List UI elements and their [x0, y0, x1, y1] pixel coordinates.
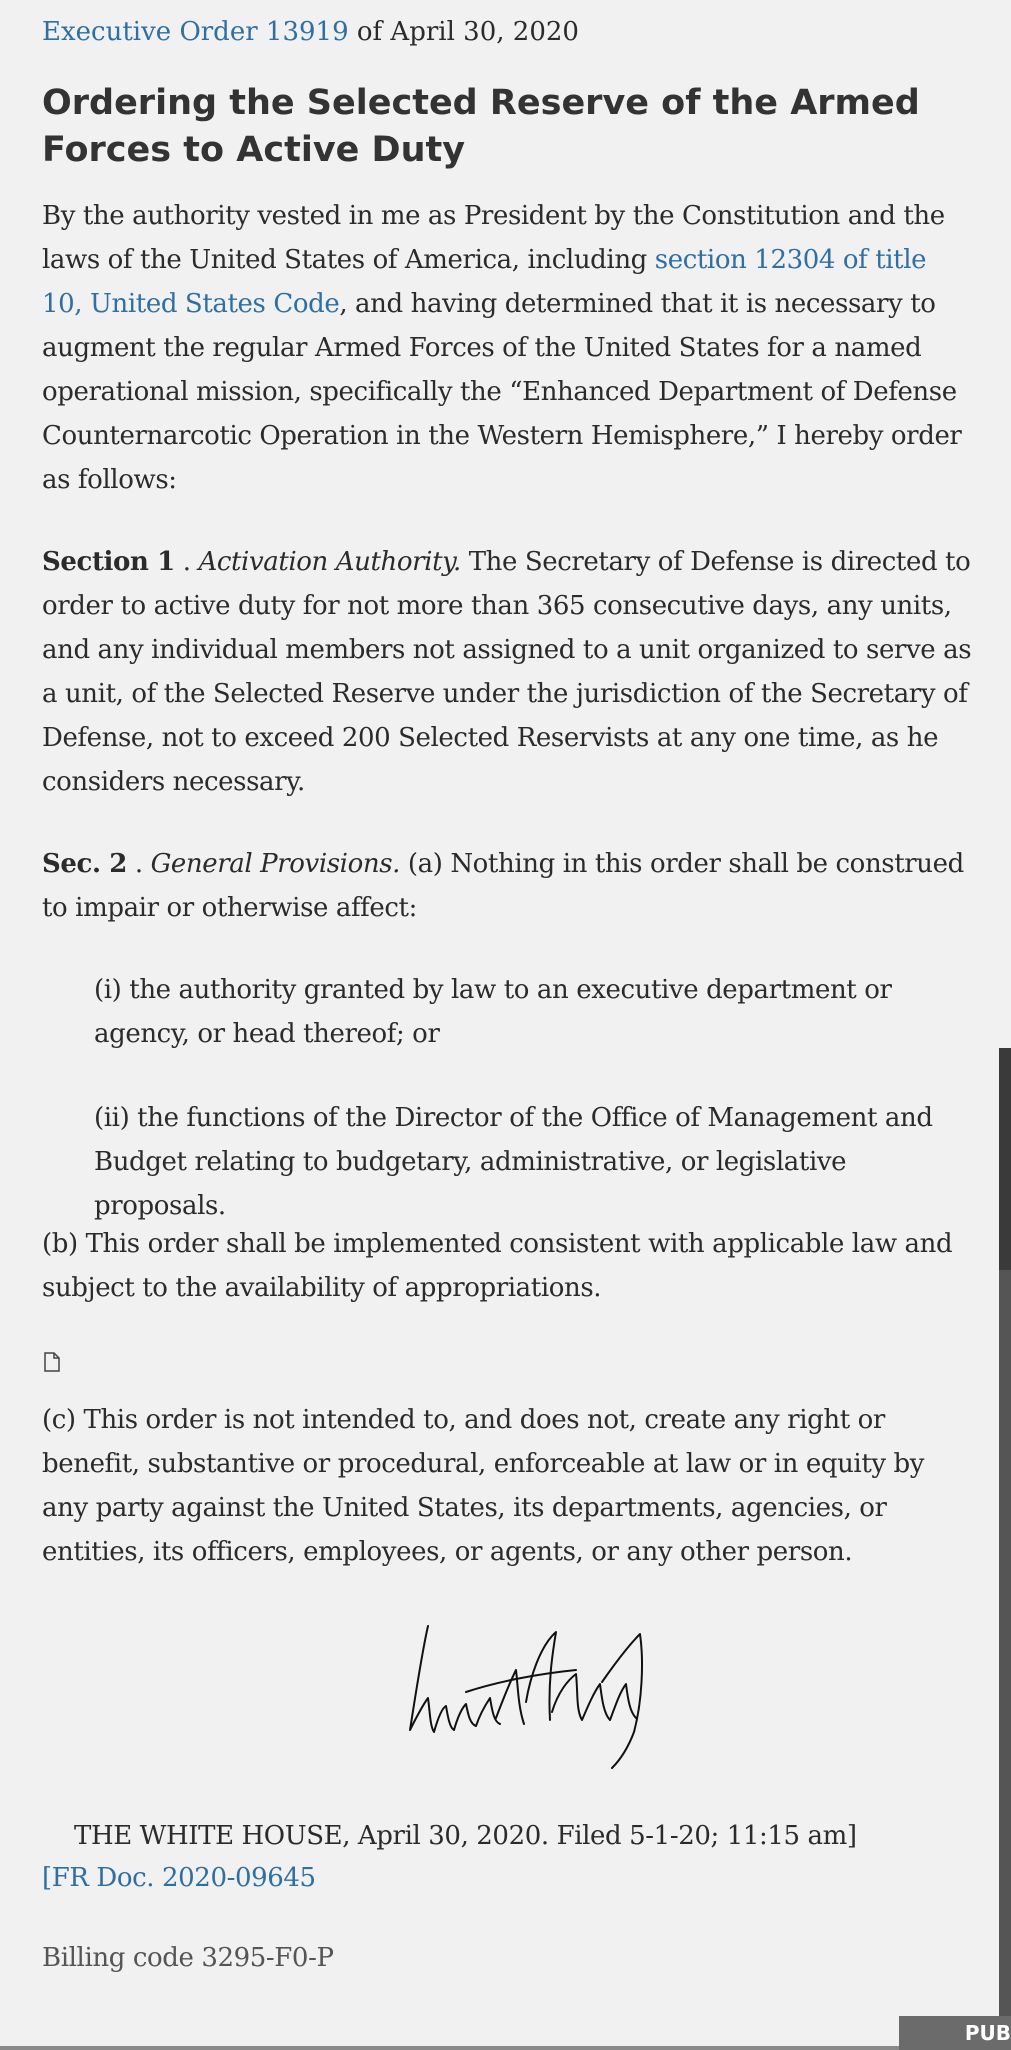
fr-doc-bracket: [	[42, 1863, 52, 1893]
usc-citation-link[interactable]: section 12304 of title 10, United States Code	[42, 245, 927, 319]
fr-doc-link[interactable]: FR Doc. 2020-09645	[51, 1863, 316, 1893]
section-1-label: Section 1	[42, 547, 175, 577]
section-1-heading: Activation Authority.	[198, 547, 461, 577]
preamble-text: By the authority vested in me as President by the Constitution and the laws of the United States of America, including	[42, 201, 945, 275]
section-2-paragraph-c: (c) This order is not intended to, and does not, create any right or benefit, substantive or procedural, enforceable at law or in equity by any party against the United States, its departments, agencies, or entities, its officers, employees, or agents, or any other person.	[42, 1405, 925, 1567]
section-1-text: The Secretary of Defense is directed to order to active duty for not more than 365 consecutive days, any units, and any individual members not assigned to a unit organized to serve as a unit, of the Selected Reserve under the jurisdiction of the Secretary of Defense, not to exceed 200 Selected Reservists at any one time, as he considers necessary.	[42, 547, 972, 797]
preamble-text-continued: , and having determined that it is necessary to augment the regular Armed Forces of the United States for a named operational mission, specifically the “Enhanced Department of Defense Counternarcotic Operation in the Western Hemisphere,” I hereby order as follows:	[42, 289, 962, 495]
section-1-paragraph	[42, 540, 972, 804]
section-1-separator: .	[174, 547, 199, 577]
executive-order-date: of April 30, 2020	[348, 17, 579, 47]
section-2-paragraph-b: (b) This order shall be implemented consistent with applicable law and subject to the availability of appropriations.	[42, 1229, 953, 1303]
bottom-divider	[0, 2046, 899, 2050]
section-2-label: Sec. 2	[42, 849, 127, 879]
fr-doc-line	[42, 1856, 972, 1900]
preamble-paragraph	[42, 194, 972, 502]
scrollbar-thumb[interactable]	[999, 1048, 1011, 1270]
document-icon[interactable]	[44, 1352, 60, 1372]
billing-code: Billing code 3295-F0-P	[42, 1943, 334, 1973]
executive-order-line	[42, 14, 579, 50]
document-title: Ordering the Selected Reserve of the Armed Forces to Active Duty	[42, 83, 920, 170]
published-tab[interactable]: PUB	[899, 2016, 1011, 2050]
section-2-paragraph	[42, 842, 972, 930]
section-2-heading: General Provisions.	[150, 849, 401, 879]
white-house-line: THE WHITE HOUSE, April 30, 2020. Filed 5-1-20; 11:15 am]	[74, 1821, 857, 1851]
section-2-item-i: (i) the authority granted by law to an executive department or agency, or head thereof; or	[94, 975, 892, 1049]
executive-order-link[interactable]: Executive Order 13919	[42, 17, 349, 47]
signature-image	[406, 1622, 656, 1772]
section-2-separator: .	[126, 849, 151, 879]
section-2-text: (a) Nothing in this order shall be construed to impair or otherwise affect:	[42, 849, 964, 923]
section-2-item-ii: (ii) the functions of the Director of the Office of Management and Budget relating to budgetary, administrative, or legislative proposals.	[94, 1103, 933, 1221]
